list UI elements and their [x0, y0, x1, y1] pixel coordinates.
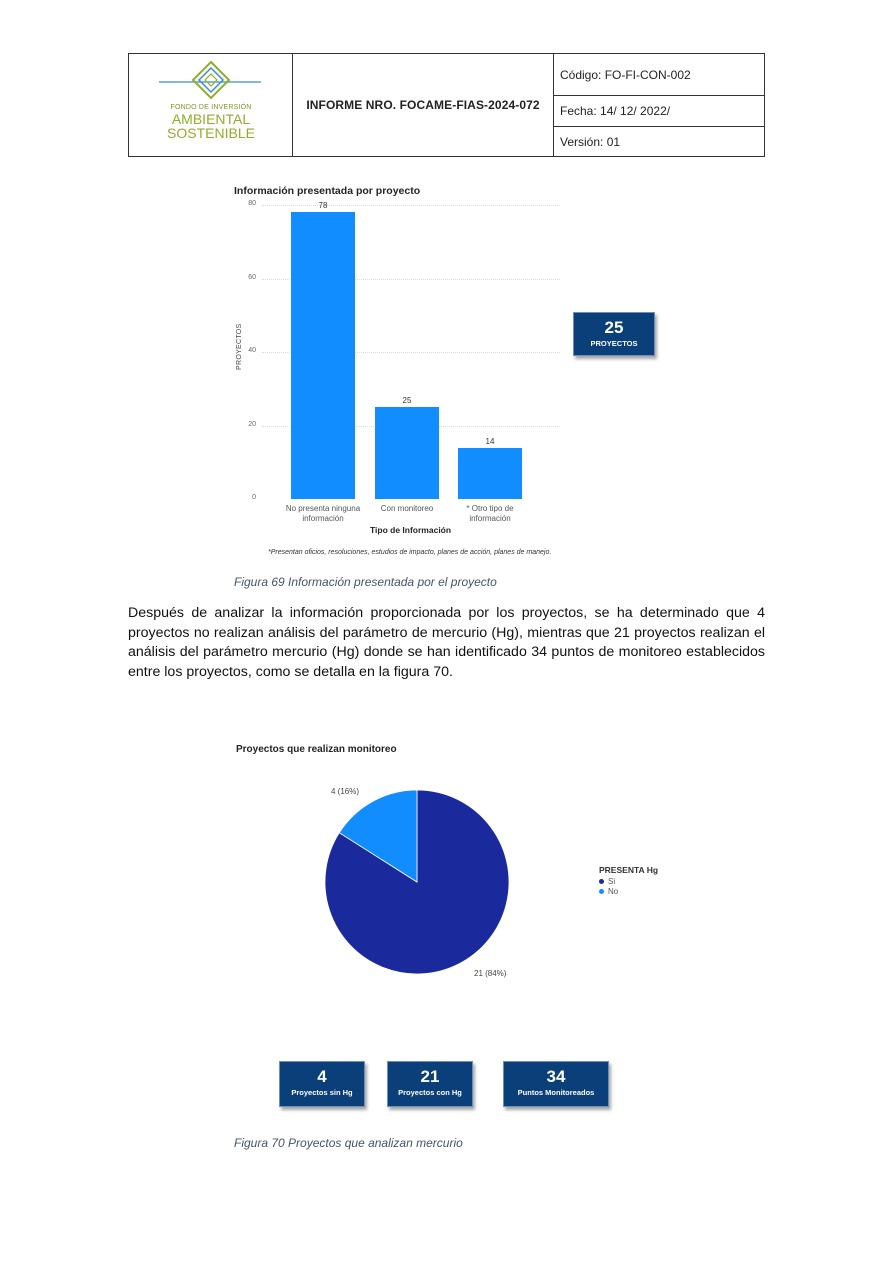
legend-dot-icon — [599, 889, 604, 894]
logo-text-line1: FONDO DE INVERSIÓN — [170, 104, 252, 111]
legend-item-si — [599, 877, 658, 886]
pie-label-si: 21 (84%) — [474, 969, 507, 978]
y-axis-title: PROYECTOS — [236, 323, 243, 370]
kpi-card-puntos — [503, 1061, 609, 1107]
x-category-label: * Otro tipo de información — [466, 504, 514, 523]
kpi-label: Proyectos con Hg — [398, 1088, 462, 1097]
bar — [458, 448, 522, 499]
y-tick-label: 80 — [248, 200, 256, 207]
legend-dot-icon — [599, 879, 604, 884]
kpi-label: Puntos Monitoreados — [517, 1088, 595, 1097]
doc-code: Código: FO-FI-CON-002 — [554, 54, 764, 96]
kpi-value: 25 — [604, 318, 624, 337]
x-axis-title: Tipo de Información — [370, 525, 452, 535]
bar-value-label: 25 — [402, 396, 412, 406]
doc-date: Fecha: 14/ 12/ 2022/ — [554, 96, 764, 127]
body-paragraph: Después de analizar la información proporcionada por los proyectos, se ha determinado que 4 proyectos no realizan análisis del parámetro de mercurio (Hg), mientras que 21 proyectos realizan el análisis del parámetro mercurio (Hg) donde se han identificado 34 puntos de monitoreo establecidos entre los proyectos, como se detalla en la figura 70. — [128, 605, 765, 680]
report-title: INFORME NRO. FOCAME-FIAS-2024-072 — [293, 54, 554, 156]
logo-cell — [129, 54, 293, 156]
y-tick-label: 60 — [248, 273, 256, 281]
doc-version: Versión: 01 — [560, 134, 621, 149]
bar — [291, 212, 355, 499]
x-category-label: Con monitoreo — [380, 504, 434, 513]
kpi-label: Proyectos sin Hg — [291, 1088, 353, 1097]
legend-title: PRESENTA Hg — [599, 865, 659, 875]
y-tick-label: 0 — [252, 494, 256, 501]
kpi-value: 21 — [420, 1067, 440, 1086]
kpi-value: 4 — [317, 1067, 327, 1086]
x-category-label: No presenta ninguna información — [285, 504, 361, 523]
pie-chart-title: Proyectos que realizan monitoreo — [236, 744, 397, 755]
kpi-label: PROYECTOS — [590, 339, 638, 348]
bar-value-label: 14 — [485, 436, 495, 446]
legend-item-no — [599, 887, 658, 896]
pie-chart — [300, 780, 540, 990]
legend-label: Si — [608, 877, 616, 886]
document-header — [128, 53, 765, 157]
pie-legend — [599, 865, 658, 896]
logo-text-line3: SOSTENIBLE — [167, 125, 255, 141]
kpi-card-con-hg — [387, 1061, 473, 1107]
figure-69-caption: Figura 69 Información presentada por el proyecto — [234, 575, 497, 589]
pie-label-no: 4 (16%) — [331, 787, 360, 796]
kpi-value: 34 — [546, 1067, 566, 1086]
logo-diamond-icon — [157, 58, 267, 106]
chart-title: Información presentada por proyecto — [234, 185, 421, 197]
legend-label: No — [608, 887, 619, 896]
y-tick-label: 20 — [248, 420, 256, 428]
y-tick-label: 40 — [248, 347, 256, 354]
chart-footnote: *Presentan oficios, resoluciones, estudios de impacto, planes de acción, planes de manejo. — [268, 549, 552, 556]
bar — [375, 407, 439, 499]
bar-value-label: 78 — [318, 201, 328, 211]
logo-text-line2: AMBIENTAL — [171, 111, 251, 127]
kpi-card-sin-hg — [279, 1061, 365, 1107]
figure-70-caption: Figura 70 Proyectos que analizan mercurio — [234, 1136, 463, 1150]
kpi-card-proyectos — [573, 312, 655, 356]
